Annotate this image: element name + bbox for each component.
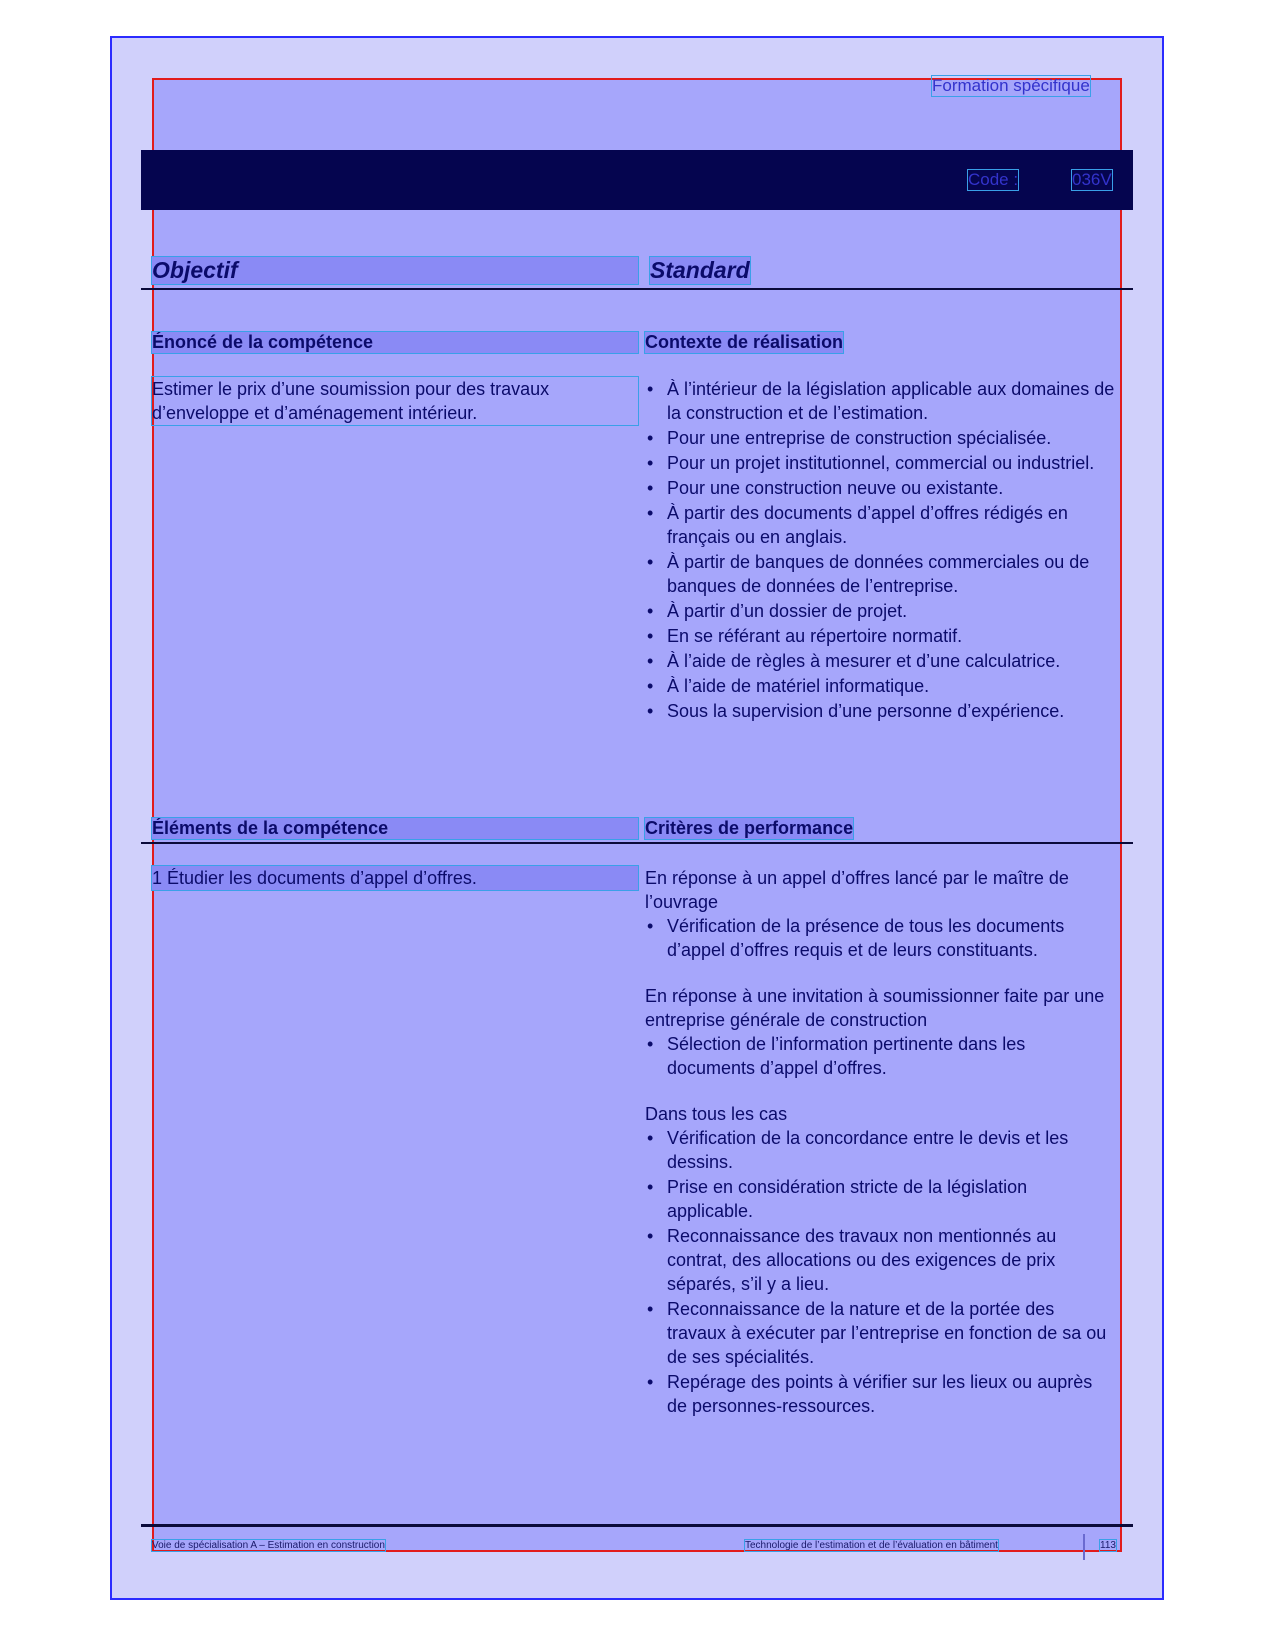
criteres-title: Critères de performance [645, 818, 854, 838]
footer-left: Voie de spécialisation A – Estimation en construction [152, 1540, 385, 1551]
list-item: • À l’intérieur de la législation applicable aux domaines de la construction et de l’estimation. [645, 377, 1117, 425]
enonce-text: Estimer le prix d’une soumission pour des travaux d’enveloppe et d’aménagement intérieur. [152, 377, 638, 425]
criteria-list [645, 1032, 1117, 1080]
criteria-group [645, 1102, 1117, 1418]
criteres-area [645, 866, 1117, 1440]
footer-divider [1083, 1534, 1085, 1560]
list-item: • À l’aide de règles à mesurer et d’une calculatrice. [645, 649, 1117, 673]
element-item: 1 Étudier les documents d’appel d’offres. [152, 866, 638, 890]
criteria-group [645, 984, 1117, 1080]
list-item: • Prise en considération stricte de la législation applicable. [645, 1175, 1117, 1223]
list-item: • À partir d’un dossier de projet. [645, 599, 1117, 623]
list-item: • Sous la supervision d’une personne d’expérience. [645, 699, 1117, 723]
criteria-list [645, 914, 1117, 962]
list-item: • En se référant au répertoire normatif. [645, 624, 1117, 648]
footer-rule [141, 1524, 1133, 1527]
contexte-title: Contexte de réalisation [645, 332, 844, 352]
list-item: • À l’aide de matériel informatique. [645, 674, 1117, 698]
footer-right: Technologie de l’estimation et de l’évaluation en bâtiment [745, 1540, 998, 1551]
code-value: 036V [1072, 170, 1112, 189]
list-item: • Pour un projet institutionnel, commercial ou industriel. [645, 451, 1117, 475]
list-item: • Vérification de la concordance entre le devis et les dessins. [645, 1126, 1117, 1174]
criteria-list [645, 1126, 1117, 1418]
list-item: • Reconnaissance de la nature et de la portée des travaux à exécuter par l’entreprise en fonction de sa ou de ses spécialités. [645, 1297, 1117, 1369]
standard-heading: Standard [650, 257, 750, 283]
list-item: • Repérage des points à vérifier sur les lieux ou auprès de personnes-ressources. [645, 1370, 1117, 1418]
list-item: • À partir des documents d’appel d’offres rédigés en français ou en anglais. [645, 501, 1117, 549]
section-rule [141, 842, 1133, 844]
list-item: • Vérification de la présence de tous les documents d’appel d’offres requis et de leurs constituants. [645, 914, 1117, 962]
criteria-intro: En réponse à une invitation à soumissionner faite par une entreprise générale de construction [645, 986, 1105, 1030]
criteria-group [645, 866, 1117, 962]
heading-rule [141, 288, 1133, 290]
code-label: Code : [968, 170, 1019, 189]
list-item: • Reconnaissance des travaux non mentionnés au contrat, des allocations ou des exigences de prix séparés, s’il y a lieu. [645, 1224, 1117, 1296]
elements-title: Éléments de la compétence [152, 818, 638, 839]
list-item: • Pour une entreprise de construction spécialisée. [645, 426, 1117, 450]
list-item: • Sélection de l’information pertinente dans les documents d’appel d’offres. [645, 1032, 1117, 1080]
list-item: • Pour une construction neuve ou existante. [645, 476, 1117, 500]
objectif-heading: Objectif [152, 257, 638, 284]
enonce-title: Énoncé de la compétence [152, 332, 638, 353]
criteria-intro: En réponse à un appel d’offres lancé par le maître de l’ouvrage [645, 868, 1069, 912]
page-number: 113 [1100, 1540, 1116, 1551]
list-item: • À partir de banques de données commerciales ou de banques de données de l’entreprise. [645, 550, 1117, 598]
formation-label: Formation spécifique [932, 76, 1090, 95]
contexte-list [645, 377, 1117, 724]
criteria-intro: Dans tous les cas [645, 1104, 788, 1124]
